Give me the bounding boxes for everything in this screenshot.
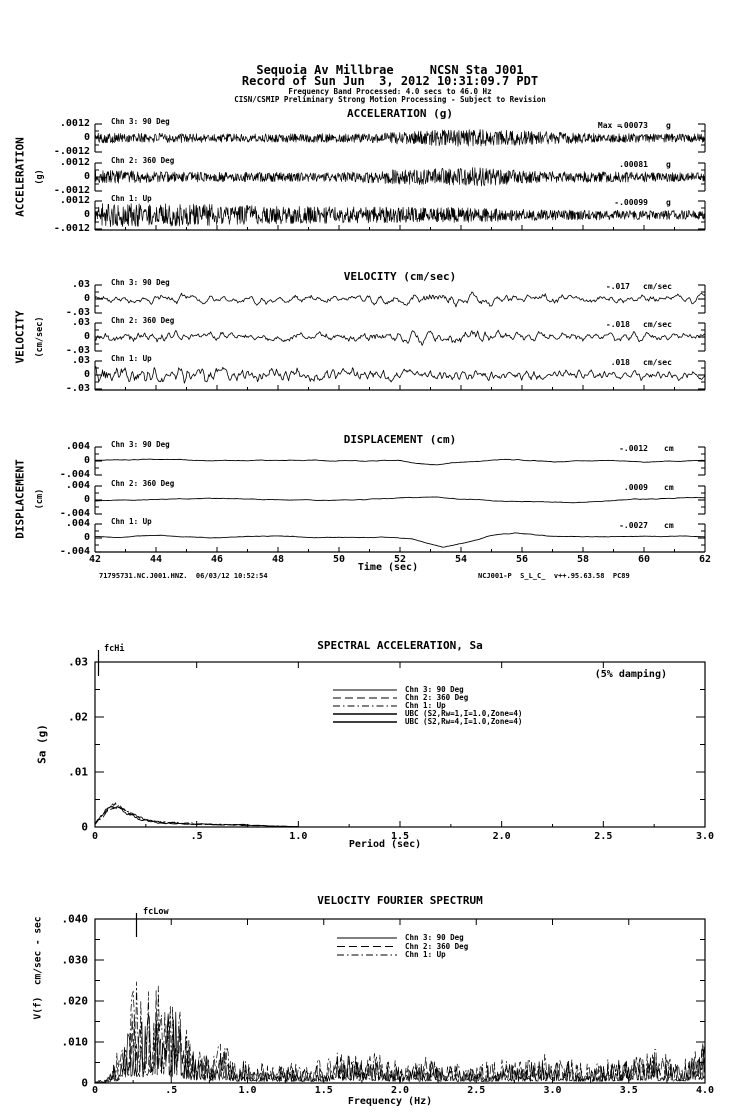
waveform-displacement-chn1 (95, 533, 705, 547)
waveform-acceleration-chn2 (95, 168, 705, 186)
max-value: -.018 (605, 320, 630, 329)
fourier-x-tick-label: 0 (91, 1085, 99, 1096)
fourier-y-axis-label: V(f) cm/sec - sec (32, 916, 44, 1020)
channel-label: Chn 2: 360 Deg (111, 479, 175, 488)
max-value: .00081 (619, 160, 648, 169)
time-tick-label: 50 (332, 554, 346, 565)
sa-legend-label: Chn 1: Up (405, 701, 446, 710)
y-tick-label: 0 (83, 132, 90, 143)
y-tick-label: -.03 (65, 345, 90, 356)
y-tick-label: -.004 (59, 508, 90, 519)
y-tick-label: 0 (83, 494, 90, 505)
time-tick-label: 52 (393, 554, 407, 565)
y-tick-label: -.0012 (53, 146, 90, 157)
side-label-acceleration: ACCELERATION (13, 137, 27, 217)
sa-x-tick-label: 3.0 (695, 831, 715, 842)
sa-y-tick-label: .03 (68, 655, 88, 669)
fourier-x-tick-label: 4.0 (695, 1085, 715, 1096)
fourier-y-tick-label: .040 (61, 912, 88, 926)
channel-label: Chn 1: Up (111, 354, 152, 363)
sa-y-tick-label: .02 (68, 710, 88, 724)
time-tick-label: 56 (515, 554, 529, 565)
channel-label: Chn 2: 360 Deg (111, 156, 175, 165)
fourier-x-tick-label: .5 (165, 1085, 178, 1096)
footer-record-id: 71795731.NC.J001.HNZ. 06/03/12 10:52:54 (99, 572, 268, 580)
max-value: -.0027 (619, 521, 648, 530)
time-tick-label: 54 (454, 554, 468, 565)
y-tick-label: .0012 (59, 157, 90, 168)
time-tick-label: 42 (88, 554, 102, 565)
max-unit: g (666, 160, 671, 169)
y-tick-label: 0 (83, 532, 90, 543)
max-unit: cm (664, 444, 674, 453)
y-tick-label: 0 (83, 209, 90, 220)
fourier-x-axis-label: Frequency (Hz) (347, 1096, 433, 1107)
header-frequency-band-line: Frequency Band Processed: 4.0 secs to 46.0 Hz (288, 87, 492, 96)
fourier-y-tick-label: .020 (61, 994, 88, 1008)
fourier-x-tick-label: 3.0 (543, 1085, 562, 1096)
header-disclaimer-line: CISN/CSMIP Preliminary Strong Motion Processing - Subject to Revision (234, 95, 546, 104)
fourier-x-tick-label: 3.5 (619, 1085, 638, 1096)
y-tick-label: .004 (65, 441, 90, 452)
fourier-y-tick-label: 0 (81, 1076, 88, 1090)
fourier-legend-label: Chn 3: 90 Deg (405, 933, 464, 942)
max-unit: cm/sec (643, 358, 672, 367)
sa-legend-label: UBC (S2,Rw=1,I=1.0,Zone=4) (405, 709, 523, 718)
fourier-y-tick-label: .030 (61, 953, 88, 967)
max-value: .018 (610, 358, 630, 367)
sa-legend-label: Chn 2: 360 Deg (405, 693, 469, 702)
y-tick-label: .004 (65, 480, 90, 491)
time-tick-label: 46 (210, 554, 224, 565)
fourier-x-tick-label: 2.5 (467, 1085, 486, 1096)
footer-processing-id: NCJ001-P S_L_C_ v++.95.63.58 PC89 (478, 572, 630, 580)
channel-label: Chn 1: Up (111, 194, 152, 203)
y-tick-label: 0 (83, 293, 90, 304)
side-label-velocity: VELOCITY (13, 310, 27, 364)
time-tick-label: 60 (637, 554, 651, 565)
fourier-y-tick-label: .010 (61, 1035, 88, 1049)
max-unit: cm (664, 483, 674, 492)
sa-legend-label: UBC (S2,Rw=4,I=1.0,Zone=4) (405, 717, 523, 726)
y-tick-label: .03 (71, 317, 90, 328)
sa-x-tick-label: 1.0 (289, 831, 308, 842)
fourier-legend-label: Chn 1: Up (405, 950, 446, 959)
waveform-velocity-chn3 (95, 292, 705, 307)
y-tick-label: 0 (83, 331, 90, 342)
max-value: .00073 (619, 121, 648, 130)
time-axis-label: Time (sec) (357, 562, 419, 573)
y-tick-label: -.004 (59, 546, 90, 557)
time-tick-label: 44 (149, 554, 163, 565)
waveform-velocity-chn2 (95, 330, 705, 345)
y-tick-label: .0012 (59, 118, 90, 129)
max-unit: cm (664, 521, 674, 530)
sa-damping-note: (5% damping) (594, 669, 667, 680)
sa-y-tick-label: 0 (81, 820, 88, 834)
y-tick-label: -.0012 (53, 185, 90, 196)
y-tick-label: .03 (71, 355, 90, 366)
waveform-acceleration-chn1 (95, 204, 705, 227)
fourier-plot-title: VELOCITY FOURIER SPECTRUM (317, 894, 483, 907)
sa-x-tick-label: 2.0 (492, 831, 511, 842)
channel-label: Chn 3: 90 Deg (111, 278, 170, 287)
waveform-displacement-chn2 (95, 497, 705, 503)
sa-x-tick-label: .5 (190, 831, 203, 842)
sa-x-tick-label: 0 (91, 831, 99, 842)
y-tick-label: -.03 (65, 307, 90, 318)
y-tick-label: -.03 (65, 383, 90, 394)
waveform-acceleration-chn3 (95, 129, 705, 146)
sa-x-axis-label: Period (sec) (348, 839, 422, 850)
sa-plot-title: SPECTRAL ACCELERATION, Sa (317, 639, 483, 652)
header-station-line: Sequoia Av Millbrae NCSN Sta J001 (256, 63, 524, 77)
waveform-displacement-chn3 (95, 459, 705, 465)
y-tick-label: 0 (83, 171, 90, 182)
y-tick-label: -.004 (59, 469, 90, 480)
max-prefix-label: Max = (597, 121, 622, 130)
fourier-curve-2 (95, 982, 705, 1083)
fourier-legend-label: Chn 2: 360 Deg (405, 941, 469, 951)
y-tick-label: -.0012 (53, 223, 90, 234)
header-record-line: Record of Sun Jun 3, 2012 10:31:09.7 PDT (241, 74, 539, 88)
y-tick-label: .004 (65, 518, 90, 529)
max-value: -.0012 (619, 444, 648, 453)
channel-label: Chn 2: 360 Deg (111, 316, 175, 325)
sa-x-tick-label: 2.5 (594, 831, 613, 842)
sa-y-tick-label: .01 (68, 765, 88, 779)
sa-y-axis-label: Sa (g) (35, 724, 49, 764)
time-tick-label: 62 (698, 554, 712, 565)
y-tick-label: 0 (83, 455, 90, 466)
max-unit: g (666, 198, 671, 207)
group-title-displacement: DISPLACEMENT (cm) (343, 433, 457, 446)
fourier-fclow-label: fcLow (143, 907, 169, 917)
time-tick-label: 58 (576, 554, 590, 565)
group-title-velocity: VELOCITY (cm/sec) (343, 270, 457, 283)
y-tick-label: .0012 (59, 195, 90, 206)
time-tick-label: 48 (271, 554, 285, 565)
fourier-plot (95, 913, 705, 1083)
max-value: .0009 (623, 483, 648, 492)
side-unit-displacement: (cm) (34, 488, 45, 510)
fourier-x-tick-label: 2.0 (390, 1085, 410, 1096)
max-value: -.017 (605, 282, 630, 291)
fourier-x-tick-label: 1.0 (238, 1085, 257, 1096)
max-unit: cm/sec (643, 282, 672, 291)
max-value: -.00099 (614, 198, 648, 207)
y-tick-label: 0 (83, 369, 90, 380)
sa-fchi-label: fcHi (104, 644, 125, 654)
side-unit-acceleration: (g) (34, 169, 45, 185)
sa-x-tick-label: 1.5 (390, 831, 410, 842)
fourier-x-tick-label: 1.5 (314, 1085, 333, 1096)
waveform-velocity-chn1 (95, 367, 705, 384)
sa-legend-label: Chn 3: 90 Deg (405, 685, 464, 694)
side-unit-velocity: (cm/sec) (34, 316, 45, 358)
y-tick-label: .03 (71, 279, 90, 290)
channel-label: Chn 1: Up (111, 517, 152, 526)
max-unit: g (666, 121, 671, 130)
group-title-acceleration: ACCELERATION (g) (347, 107, 453, 120)
channel-label: Chn 3: 90 Deg (111, 117, 170, 126)
max-unit: cm/sec (643, 320, 672, 329)
channel-label: Chn 3: 90 Deg (111, 440, 170, 449)
side-label-displacement: DISPLACEMENT (13, 459, 27, 539)
sa-plot-box (95, 662, 705, 827)
